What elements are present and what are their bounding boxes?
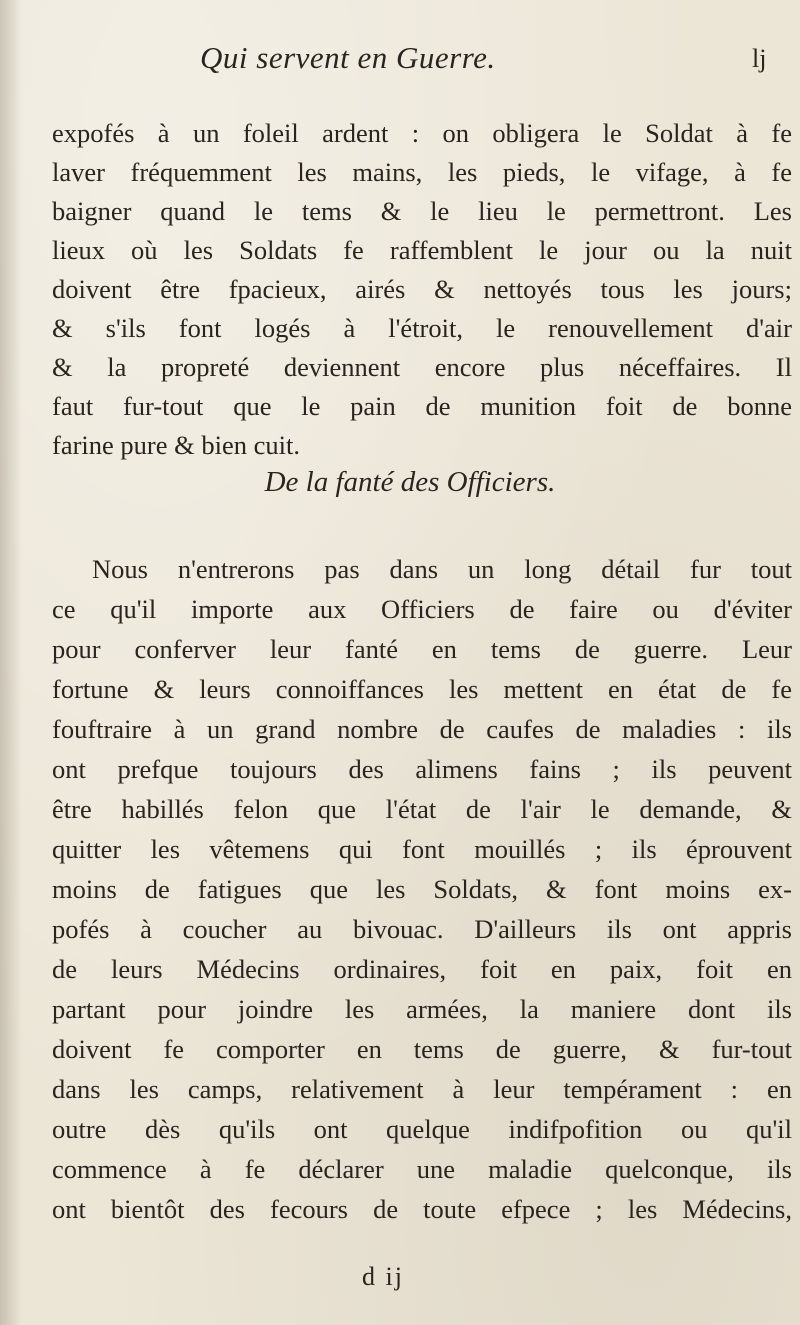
text-line: ont prefque toujours des alimens fains ; ils peuvent xyxy=(52,754,792,784)
text-line: farine pure & bien cuit. xyxy=(52,430,300,460)
text-line: être habillés felon que l'état de l'air le demande, & xyxy=(52,794,792,824)
text-line: pour conferver leur fanté en tems de guerre. Leur xyxy=(52,634,792,664)
page-number: lj xyxy=(752,44,767,73)
text-line: Nous n'entrerons pas dans un long détail fur tout xyxy=(92,554,792,584)
text-line: pofés à coucher au bivouac. D'ailleurs ils ont appris xyxy=(52,914,792,944)
text-line: baigner quand le tems & le lieu le permettront. Les xyxy=(52,196,792,226)
text-line: outre dès qu'ils ont quelque indifpofition ou qu'il xyxy=(52,1114,792,1144)
signature-mark: d ij xyxy=(362,1262,404,1291)
text-line: ont bientôt des fecours de toute efpece ; les Médecins, xyxy=(52,1194,792,1224)
text-line: commence à fe déclarer une maladie quelconque, ils xyxy=(52,1154,792,1184)
text-line: dans les camps, relativement à leur tempérament : en xyxy=(52,1074,792,1104)
text-line: expofés à un foleil ardent : on obligera le Soldat à fe xyxy=(52,118,792,148)
text-line: doivent fe comporter en tems de guerre, & fur-tout xyxy=(52,1034,792,1064)
running-head xyxy=(0,40,800,80)
text-line: fortune & leurs connoiffances les mettent en état de fe xyxy=(52,674,792,704)
text-line: laver fréquemment les mains, les pieds, le vifage, à fe xyxy=(52,157,792,187)
text-line: fouftraire à un grand nombre de caufes de maladies : ils xyxy=(52,714,792,744)
section-heading: De la fanté des Officiers. xyxy=(264,466,556,498)
text-line: lieux où les Soldats fe raffemblent le jour ou la nuit xyxy=(52,235,792,265)
text-line: doivent être fpacieux, airés & nettoyés tous les jours; xyxy=(52,274,792,304)
text-line: & s'ils font logés à l'étroit, le renouvellement d'air xyxy=(52,313,792,343)
text-line: partant pour joindre les armées, la maniere dont ils xyxy=(52,994,792,1024)
text-line: & la propreté deviennent encore plus néceffaires. Il xyxy=(52,352,792,382)
text-line: moins de fatigues que les Soldats, & font moins ex- xyxy=(52,874,792,904)
text-line: faut fur-tout que le pain de munition foit de bonne xyxy=(52,391,792,421)
running-title: Qui servent en Guerre. xyxy=(200,40,496,75)
text-line: quitter les vêtemens qui font mouillés ; ils éprouvent xyxy=(52,834,792,864)
text-line: ce qu'il importe aux Officiers de faire ou d'éviter xyxy=(52,594,792,624)
text-line: de leurs Médecins ordinaires, foit en paix, foit en xyxy=(52,954,792,984)
